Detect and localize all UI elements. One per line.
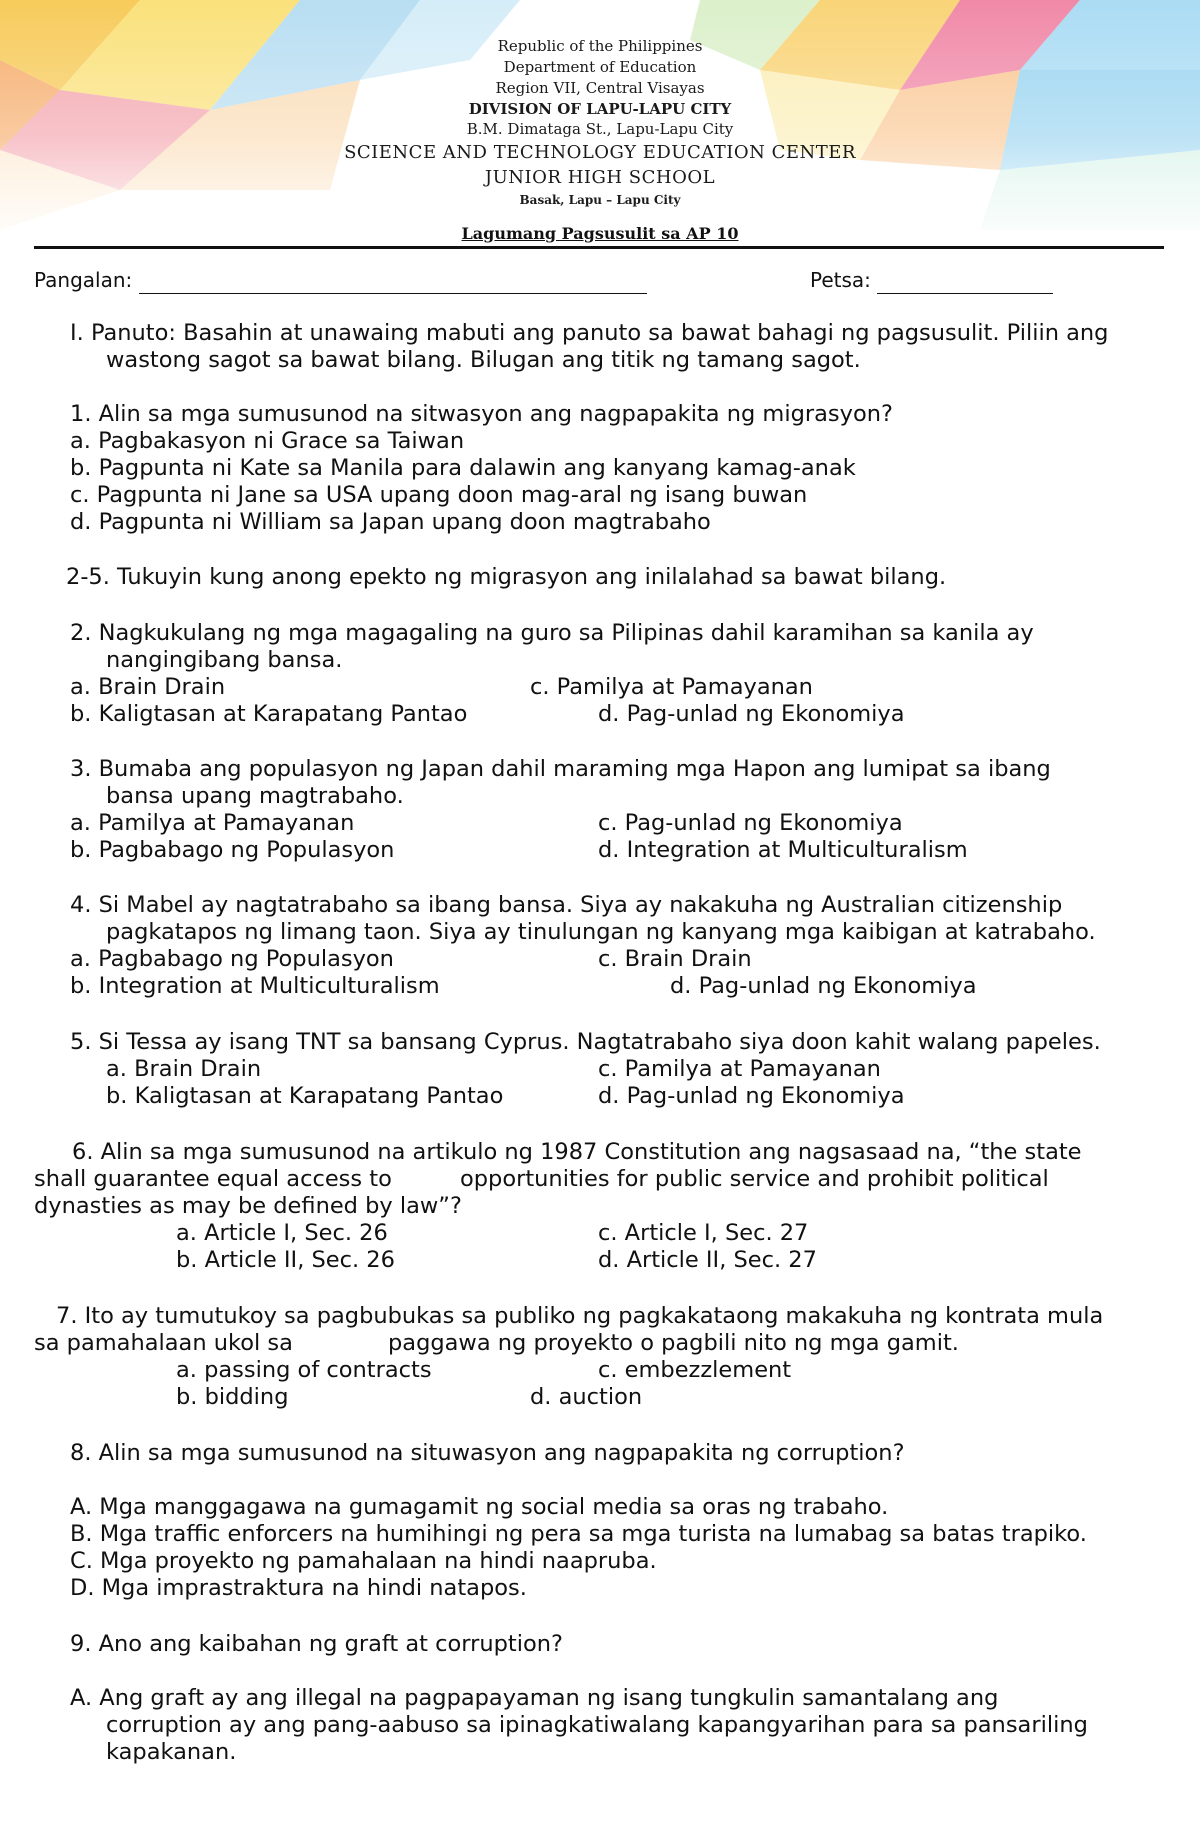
q8-option-b[interactable]: B. Mga traffic enforcers na humihingi ng pera sa mga turista na lumabag sa batas trapiko. <box>70 1521 1087 1547</box>
q9-option-a-line-1[interactable]: A. Ang graft ay ang illegal na pagpapayaman ng isang tungkulin samantalang ang <box>70 1685 999 1711</box>
header-divider <box>34 246 1164 249</box>
q6-option-d[interactable]: d. Article II, Sec. 27 <box>598 1247 817 1273</box>
q3-option-d[interactable]: d. Integration at Multiculturalism <box>598 837 968 863</box>
q5-option-c[interactable]: c. Pamilya at Pamayanan <box>598 1056 881 1082</box>
q3-stem-line-2: bansa upang magtrabaho. <box>106 783 404 809</box>
name-label: Pangalan: <box>34 268 133 292</box>
name-blank[interactable] <box>139 271 647 294</box>
q5-option-b[interactable]: b. Kaligtasan at Karapatang Pantao <box>106 1083 504 1109</box>
q1-option-d[interactable]: d. Pagpunta ni William sa Japan upang doon magtrabaho <box>70 509 711 535</box>
q2-option-d[interactable]: d. Pag-unlad ng Ekonomiya <box>598 701 905 727</box>
department-line: Department of Education <box>503 58 697 76</box>
q3-stem-line-1: 3. Bumaba ang populasyon ng Japan dahil maraming mga Hapon ang lumipat sa ibang <box>70 756 1051 782</box>
q5-option-a[interactable]: a. Brain Drain <box>106 1056 262 1082</box>
q4-option-b[interactable]: b. Integration at Multiculturalism <box>70 973 440 999</box>
q6-stem-line-2a: shall guarantee equal access to <box>34 1166 392 1192</box>
q2-stem-line-2: nangingibang bansa. <box>106 647 343 673</box>
date-field <box>810 267 1053 294</box>
section-2-5-instruction: 2-5. Tukuyin kung anong epekto ng migrasyon ang inilalahad sa bawat bilang. <box>66 564 947 590</box>
q3-option-a[interactable]: a. Pamilya at Pamayanan <box>70 810 355 836</box>
q8-option-a[interactable]: A. Mga manggagawa na gumagamit ng social media sa oras ng trabaho. <box>70 1494 889 1520</box>
school-level: JUNIOR HIGH SCHOOL <box>484 167 716 188</box>
q9-option-a-line-2: corruption ay ang pang-aabuso sa ipinagkatiwalang kapangyarihan para sa pansariling <box>106 1712 1088 1738</box>
region-line: Region VII, Central Visayas <box>495 79 705 97</box>
q4-option-a[interactable]: a. Pagbabago ng Populasyon <box>70 946 394 972</box>
q2-stem-line-1: 2. Nagkukulang ng mga magagaling na guro sa Pilipinas dahil karamihan sa kanila ay <box>70 620 1034 646</box>
q2-option-b[interactable]: b. Kaligtasan at Karapatang Pantao <box>70 701 468 727</box>
test-title: Lagumang Pagsusulit sa AP 10 <box>461 224 739 243</box>
q9-option-a-line-3: kapakanan. <box>106 1739 237 1765</box>
q1-stem: 1. Alin sa mga sumusunod na sitwasyon ang nagpapakita ng migrasyon? <box>70 401 893 427</box>
q7-stem-line-1: 7. Ito ay tumutukoy sa pagbubukas sa publiko ng pagkakataong makakuha ng kontrata mula <box>56 1303 1104 1329</box>
q4-stem-line-2: pagkatapos ng limang taon. Siya ay tinulungan ng kanyang mga kaibigan at katrabaho. <box>106 919 1096 945</box>
instructions-line-2: wastong sagot sa bawat bilang. Bilugan ang titik ng tamang sagot. <box>106 347 861 373</box>
address-line: B.M. Dimataga St., Lapu-Lapu City <box>466 120 734 138</box>
q3-option-c[interactable]: c. Pag-unlad ng Ekonomiya <box>598 810 903 836</box>
school-name: SCIENCE AND TECHNOLOGY EDUCATION CENTER <box>344 142 856 163</box>
q6-stem-line-3: dynasties as may be defined by law”? <box>34 1193 462 1219</box>
q6-stem-line-1: 6. Alin sa mga sumusunod na artikulo ng 1987 Constitution ang nagsasaad na, “the state <box>72 1139 1082 1165</box>
q7-option-d[interactable]: d. auction <box>530 1384 643 1410</box>
q7-option-c[interactable]: c. embezzlement <box>598 1357 792 1383</box>
q8-stem: 8. Alin sa mga sumusunod na situwasyon ang nagpapakita ng corruption? <box>70 1440 905 1466</box>
q1-option-a[interactable]: a. Pagbakasyon ni Grace sa Taiwan <box>70 428 465 454</box>
q7-stem-line-2a: sa pamahalaan ukol sa <box>34 1330 293 1356</box>
name-field <box>34 267 647 294</box>
division-line: DIVISION OF LAPU-LAPU CITY <box>468 100 732 118</box>
q6-option-a[interactable]: a. Article I, Sec. 26 <box>176 1220 388 1246</box>
q7-option-a[interactable]: a. passing of contracts <box>176 1357 432 1383</box>
q1-option-c[interactable]: c. Pagpunta ni Jane sa USA upang doon mag-aral ng isang buwan <box>70 482 808 508</box>
school-header <box>0 36 1200 210</box>
q2-option-c[interactable]: c. Pamilya at Pamayanan <box>530 674 813 700</box>
q6-stem-line-2b: opportunities for public service and prohibit political <box>460 1166 1049 1192</box>
q7-option-b[interactable]: b. bidding <box>176 1384 289 1410</box>
q4-option-c[interactable]: c. Brain Drain <box>598 946 752 972</box>
q1-option-b[interactable]: b. Pagpunta ni Kate sa Manila para dalawin ang kanyang kamag-anak <box>70 455 856 481</box>
q8-option-c[interactable]: C. Mga proyekto ng pamahalaan na hindi naapruba. <box>70 1548 657 1574</box>
q4-stem-line-1: 4. Si Mabel ay nagtatrabaho sa ibang bansa. Siya ay nakakuha ng Australian citizenship <box>70 892 1063 918</box>
q3-option-b[interactable]: b. Pagbabago ng Populasyon <box>70 837 395 863</box>
instructions-line-1: I. Panuto: Basahin at unawaing mabuti ang panuto sa bawat bahagi ng pagsusulit. Piliin ang <box>70 320 1109 346</box>
q8-option-d[interactable]: D. Mga imprastraktura na hindi natapos. <box>70 1575 527 1601</box>
q2-option-a[interactable]: a. Brain Drain <box>70 674 226 700</box>
q9-stem: 9. Ano ang kaibahan ng graft at corruption? <box>70 1631 563 1657</box>
school-location: Basak, Lapu – Lapu City <box>519 193 681 207</box>
q5-stem: 5. Si Tessa ay isang TNT sa bansang Cyprus. Nagtatrabaho siya doon kahit walang papeles. <box>70 1029 1101 1055</box>
republic-line: Republic of the Philippines <box>497 37 703 55</box>
q5-option-d[interactable]: d. Pag-unlad ng Ekonomiya <box>598 1083 905 1109</box>
q7-stem-line-2b: paggawa ng proyekto o pagbili nito ng mga gamit. <box>388 1330 959 1356</box>
q6-option-b[interactable]: b. Article II, Sec. 26 <box>176 1247 395 1273</box>
q4-option-d[interactable]: d. Pag-unlad ng Ekonomiya <box>670 973 977 999</box>
date-label: Petsa: <box>810 268 871 292</box>
date-blank[interactable] <box>877 271 1053 294</box>
q6-option-c[interactable]: c. Article I, Sec. 27 <box>598 1220 809 1246</box>
